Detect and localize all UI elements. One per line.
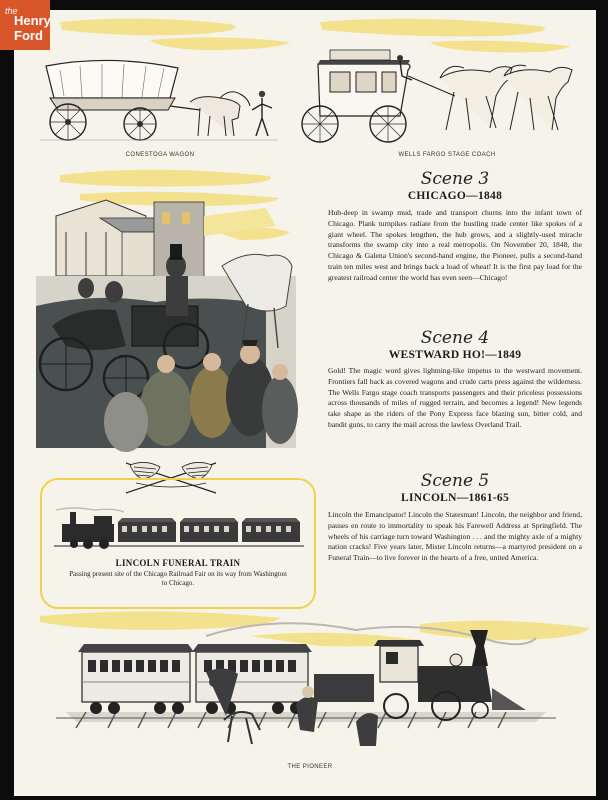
logo-line-2: Henry [14, 13, 51, 28]
scene-5-title: LINCOLN—1861-65 [400, 492, 509, 504]
scene-5-text: Lincoln the Emancipator! Lincoln the Statesman! Lincoln, the neighbor and friend, pauses en route to immortality to speak his Farewell Address at Springfield. The wheels of his carriage turn toward Washington . . . and the mighty axle of a mighty nation cracks! Five years later, Mister Lincoln returns—a martyred president on a Funeral Train—to live forever in the hearts of a free, united America. [328, 510, 582, 563]
scene-4-text: Gold! The magic word gives lightning-like impetus to the westward movement. Frontiers fall back as covered wagons and crude carts press against the wilderness. The Wells Fargo stage coach transports passengers and their priceless possessions across thousands of miles of rugged terrain, and becomes a legend! New legends take shape as the riders of the Pony Express face blazing sun, bitter cold, and bandit guns, to carry the mail across the lawless Overland Trail. [328, 366, 582, 429]
chicago-1848-illustration [36, 196, 296, 448]
conestoga-wagon-illustration [40, 58, 280, 148]
scene-4-title: WESTWARD HO!—1849 [388, 349, 522, 361]
pioneer-train-illustration [56, 612, 556, 762]
scene-3-text: Hub-deep in swamp mud, trade and transport churns into the infant town of Chicago. Plank turnpikes radiate from the bustling trade center like spokes of a giant wheel. The spokes lengthen, the hub grows, and a slightly-used miracle transforms the swamp city into a real metropolis. On November 20, 1848, the Chicago & Galena Union's second-hand engine, the Pioneer, pulls a second-hand train ten miles west and brings back a load of wheat! It is the first pay load for the greatest railroad center the world has even seen—Chicago! [328, 208, 582, 282]
logo-line-3: Ford [14, 28, 43, 43]
scene-3-heading [328, 169, 582, 202]
caption-stage-coach: WELLS FARGO STAGE COACH [398, 152, 496, 158]
scene-4-heading [328, 328, 582, 361]
caption-pioneer: THE PIONEER [287, 764, 333, 770]
scene-4-label: Scene 4 [420, 328, 490, 348]
scene-3-title: CHICAGO—1848 [407, 190, 503, 202]
funeral-train-title: LINCOLN FUNERAL TRAIN [115, 558, 241, 568]
caption-conestoga-wagon: CONESTOGA WAGON [125, 152, 195, 158]
funeral-train-subtitle: Passing present site of the Chicago Railroad Fair on its way from Washington to Chicago. [69, 570, 287, 587]
stage-coach-illustration [290, 36, 590, 146]
funeral-train-illustration [54, 506, 304, 552]
scene-5-heading [328, 471, 582, 504]
scene-3-label: Scene 3 [420, 169, 490, 189]
logo-line-1: the [5, 6, 18, 16]
scene-5-label: Scene 5 [420, 471, 490, 491]
